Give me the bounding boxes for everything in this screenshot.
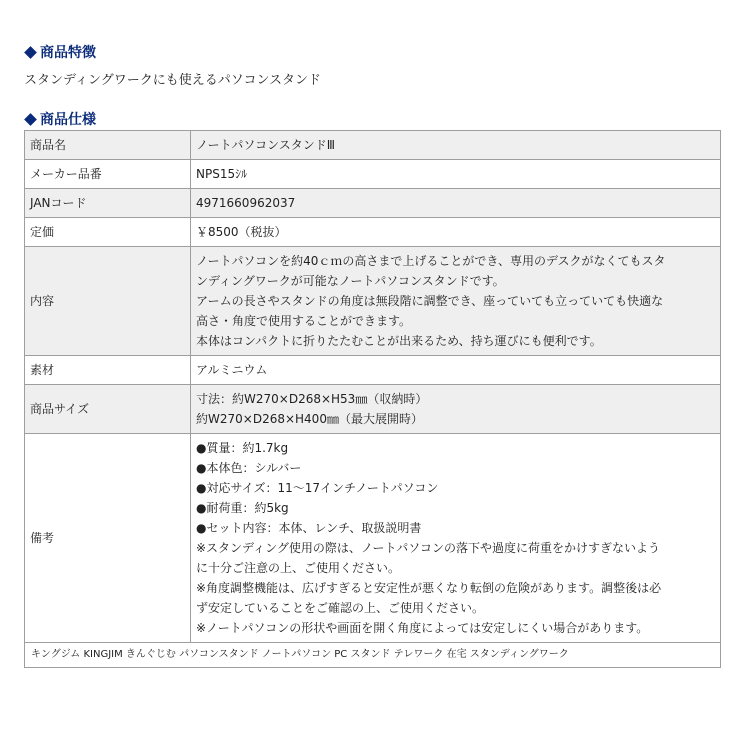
specs-heading	[24, 111, 96, 129]
spec-value: ￥8500（税抜）	[191, 218, 720, 246]
spec-row-product-name	[25, 131, 720, 159]
spec-row-jan-code	[25, 189, 720, 217]
notes-line: ※角度調整機能は、広げすぎると安定性が悪くなり転倒の危険があります。調整後は必	[196, 581, 662, 595]
notes-line: ※ノートパソコンの形状や画面を開く角度によっては安定しにくい場合があります。	[196, 621, 649, 635]
spec-value: ノートパソコンスタンドⅢ	[191, 131, 720, 159]
notes-line: ●対応サイズ：11～17インチノートパソコン	[196, 481, 439, 495]
notes-line: ※スタンディング使用の際は、ノートパソコンの落下や過度に荷重をかけすぎないよう	[196, 541, 661, 555]
notes-line: に十分ご注意の上、ご使用ください。	[196, 561, 401, 575]
spec-value: 4971660962037	[191, 189, 720, 217]
content-line: 高さ・角度で使用することができます。	[196, 314, 412, 328]
spec-label: JANコード	[25, 189, 190, 217]
spec-row-price	[25, 218, 720, 246]
spec-value	[191, 385, 720, 433]
spec-row-maker-code	[25, 160, 720, 188]
content-line: ンディングワークが可能なノートパソコンスタンドです。	[196, 274, 505, 288]
notes-line: ●セット内容：本体、レンチ、取扱説明書	[196, 521, 422, 535]
keywords-text: キングジム KINGJIM きんぐじむ パソコンスタンド ノートパソコン PC スタンド テレワーク 在宅 スタンディングワーク	[25, 643, 720, 667]
spec-label: 備考	[25, 434, 190, 642]
size-line: 寸法：約W270×D268×H53㎜（収納時）	[196, 392, 428, 406]
spec-row-notes	[25, 434, 720, 642]
spec-label: 素材	[25, 356, 190, 384]
spec-label: 内容	[25, 247, 190, 355]
notes-line: ●耐荷重：約5kg	[196, 501, 289, 515]
feature-text: スタンディングワークにも使えるパソコンスタンド	[24, 73, 322, 88]
content-line: アームの長さやスタンドの角度は無段階に調整でき、座っていても立っていても快適な	[196, 294, 664, 308]
spec-row-material	[25, 356, 720, 384]
spec-label: 商品サイズ	[25, 385, 190, 433]
spec-table	[24, 130, 721, 668]
spec-value	[191, 247, 720, 355]
features-heading	[24, 44, 96, 62]
spec-value: アルミニウム	[191, 356, 720, 384]
specs-heading-text: 商品仕様	[40, 112, 96, 128]
spec-label: 定価	[25, 218, 190, 246]
features-heading-text: 商品特徴	[40, 45, 96, 61]
size-line: 約W270×D268×H400㎜（最大展開時）	[196, 412, 423, 426]
diamond-bullet-icon	[24, 113, 37, 126]
spec-label: メーカー品番	[25, 160, 190, 188]
notes-line: ず安定していることをご確認の上、ご使用ください。	[196, 601, 485, 615]
notes-line: ●本体色：シルバー	[196, 461, 302, 475]
diamond-bullet-icon	[24, 46, 37, 59]
spec-label: 商品名	[25, 131, 190, 159]
spec-row-keywords	[25, 643, 720, 667]
content-line: 本体はコンパクトに折りたたむことが出来るため、持ち運びにも便利です。	[196, 334, 602, 348]
notes-line: ●質量：約1.7kg	[196, 441, 289, 455]
content-line: ノートパソコンを約40ｃｍの高さまで上げることができ、専用のデスクがなくてもスタ	[196, 254, 666, 268]
spec-row-size	[25, 385, 720, 433]
spec-value	[191, 434, 720, 642]
spec-value: NPS15ｼﾙ	[191, 160, 720, 188]
spec-row-content	[25, 247, 720, 355]
